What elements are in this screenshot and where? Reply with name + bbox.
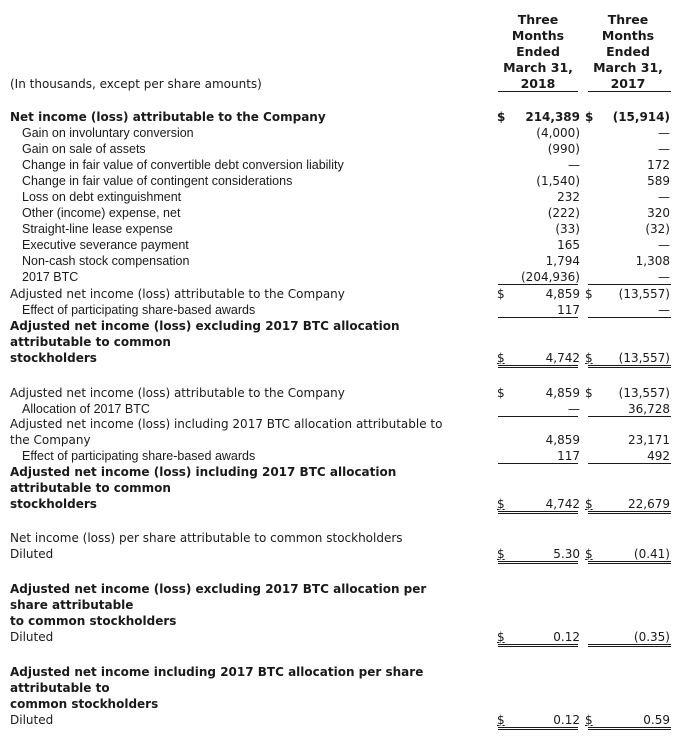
units-note: (In thousands, except per share amounts)	[10, 77, 262, 91]
adjustment-row	[0, 237, 683, 253]
total-double-line	[588, 511, 671, 514]
total-double-line	[498, 511, 578, 514]
value-2017: (32)	[645, 222, 670, 236]
value-2018: 4,742	[545, 497, 580, 511]
value-2018: 4,859	[545, 287, 580, 301]
row-label: stockholders	[10, 497, 97, 511]
currency-symbol: $	[585, 547, 593, 561]
currency-symbol: $	[497, 386, 505, 400]
excl-total-label-row	[0, 318, 683, 334]
total-double-line	[588, 365, 671, 368]
per-share-incl-label-row	[0, 664, 683, 680]
per-share-incl-label-row	[0, 680, 683, 696]
row-label: Adjusted net income (loss) attributable to the Company	[10, 287, 345, 301]
per-share-excl-diluted-row	[0, 629, 683, 645]
value-2018: 0.12	[553, 630, 580, 644]
value-2018: 117	[557, 303, 580, 317]
row-label: Adjusted net income including 2017 BTC allocation per share	[10, 665, 424, 679]
value-2017: —	[658, 238, 670, 252]
row-label: stockholders	[10, 351, 97, 365]
col-header-line: Months	[511, 28, 565, 43]
currency-symbol: $	[497, 630, 505, 644]
incl-total-label-row	[0, 480, 683, 496]
col-header-line: Months	[601, 28, 655, 43]
value-2017: (13,557)	[618, 386, 670, 400]
net-income-row	[0, 109, 683, 125]
value-2018: 4,742	[545, 351, 580, 365]
row-label: 2017 BTC	[22, 270, 79, 284]
currency-symbol: $	[585, 713, 593, 727]
excl-total-label-row	[0, 334, 683, 350]
value-2018: 214,389	[525, 110, 580, 124]
adjustment-row	[0, 253, 683, 269]
currency-symbol: $	[497, 713, 505, 727]
value-2018: 0.12	[553, 713, 580, 727]
adjustment-row	[0, 157, 683, 173]
currency-symbol: $	[497, 287, 505, 301]
per-share-net-diluted-row	[0, 546, 683, 562]
subtotal-line	[498, 284, 578, 285]
currency-symbol: $	[497, 351, 505, 365]
col-header-line: Three	[517, 12, 559, 27]
units-note-row	[0, 76, 683, 92]
adjusted-net-income-row	[0, 286, 683, 302]
row-label: share attributable	[10, 598, 134, 612]
row-label: attributable to common	[10, 481, 171, 495]
currency-symbol: $	[585, 287, 593, 301]
incl-total-row	[0, 496, 683, 512]
currency-symbol: $	[585, 497, 593, 511]
row-label: common stockholders	[10, 697, 159, 711]
subtotal-line	[588, 284, 671, 285]
per-share-excl-label-row	[0, 613, 683, 629]
row-label: Effect of participating share-based awards	[22, 449, 256, 463]
value-2018: (990)	[547, 142, 580, 156]
row-label: Executive severance payment	[22, 238, 189, 252]
row-label: Diluted	[10, 713, 54, 727]
value-2018: —	[568, 402, 580, 416]
row-label: Gain on sale of assets	[22, 142, 146, 156]
row-label: Change in fair value of contingent considerations	[22, 174, 293, 188]
row-label: to common stockholders	[10, 614, 177, 628]
excl-total-row	[0, 350, 683, 366]
row-label: Adjusted net income (loss) including 2017 BTC allocation attributable to	[10, 417, 443, 431]
row-label: Net income (loss) per share attributable to common stockholders	[10, 531, 403, 545]
row-label: Net income (loss) attributable to the Company	[10, 110, 326, 124]
value-2018: (204,936)	[521, 270, 580, 284]
adjustment-row	[0, 205, 683, 221]
value-2017: —	[658, 270, 670, 284]
value-2018: 4,859	[545, 433, 580, 447]
value-2017: —	[658, 190, 670, 204]
row-label: Gain on involuntary conversion	[22, 126, 194, 140]
value-2018: (1,540)	[536, 174, 580, 188]
adjustment-row	[0, 173, 683, 189]
value-2017: (0.41)	[633, 547, 670, 561]
row-label: attributable to common	[10, 335, 171, 349]
row-label: Loss on debt extinguishment	[22, 190, 182, 204]
row-label: Straight-line lease expense	[22, 222, 173, 236]
value-2018: —	[568, 158, 580, 172]
value-2018: (222)	[547, 206, 580, 220]
currency-symbol: $	[585, 386, 593, 400]
currency-symbol: $	[585, 351, 593, 365]
row-label: Diluted	[10, 547, 54, 561]
col-header-line: March 31,	[503, 60, 573, 75]
total-double-line	[498, 727, 578, 730]
value-2017: (0.35)	[633, 630, 670, 644]
value-2017: 172	[647, 158, 670, 172]
row-label: Adjusted net income (loss) excluding 2017 BTC allocation	[10, 319, 400, 333]
row-label: attributable to	[10, 681, 110, 695]
value-2018: 232	[557, 190, 580, 204]
value-2017: 23,171	[628, 433, 670, 447]
row-label: Adjusted net income (loss) attributable to the Company	[10, 386, 345, 400]
value-2017: —	[658, 303, 670, 317]
currency-symbol: $	[497, 497, 505, 511]
total-double-line	[498, 644, 578, 647]
row-label: Non-cash stock compensation	[22, 254, 190, 268]
total-double-line	[588, 727, 671, 730]
row-label: Adjusted net income (loss) excluding 2017 BTC allocation per	[10, 582, 427, 596]
incl-row	[0, 432, 683, 448]
total-double-line	[588, 561, 671, 564]
per-share-incl-label-row	[0, 696, 683, 712]
total-double-line	[498, 365, 578, 368]
value-2018: 5.30	[553, 547, 580, 561]
value-2017: (13,557)	[618, 351, 670, 365]
value-2017: 320	[647, 206, 670, 220]
currency-symbol: $	[585, 110, 594, 124]
row-label: the Company	[10, 433, 91, 447]
adjustment-row	[0, 189, 683, 205]
value-2018: 117	[557, 449, 580, 463]
participating-awards-row	[0, 302, 683, 318]
value-2018: 165	[557, 238, 580, 252]
value-2017: (13,557)	[618, 287, 670, 301]
col-header-line: 2018	[520, 76, 556, 91]
value-2018: (33)	[555, 222, 580, 236]
value-2017: (15,914)	[612, 110, 670, 124]
value-2017: 36,728	[628, 402, 670, 416]
value-2017: —	[658, 142, 670, 156]
col-header-line: Ended	[606, 44, 650, 59]
value-2017: 1,308	[635, 254, 670, 268]
participating-awards-row-2	[0, 448, 683, 464]
per-share-excl-label-row	[0, 581, 683, 597]
value-2018: (4,000)	[536, 126, 580, 140]
value-2017: 22,679	[628, 497, 670, 511]
adjustment-row	[0, 269, 683, 285]
total-double-line	[588, 644, 671, 647]
total-double-line	[498, 561, 578, 564]
row-label: Change in fair value of convertible debt conversion liability	[22, 158, 344, 172]
value-2018: 4,859	[545, 386, 580, 400]
value-2017: 0.59	[643, 713, 670, 727]
adjustment-row	[0, 141, 683, 157]
adjustment-row	[0, 125, 683, 141]
col-header-line: March 31,	[593, 60, 663, 75]
col-header-line: Three	[607, 12, 649, 27]
per-share-excl-label-row	[0, 597, 683, 613]
per-share-incl-diluted-row	[0, 712, 683, 728]
value-2017: 492	[647, 449, 670, 463]
col-header-line: Ended	[516, 44, 560, 59]
row-label: Effect of participating share-based awards	[22, 303, 256, 317]
value-2017: 589	[647, 174, 670, 188]
value-2018: 1,794	[545, 254, 580, 268]
adjustment-row	[0, 221, 683, 237]
row-label: Diluted	[10, 630, 54, 644]
currency-symbol: $	[497, 547, 505, 561]
col-header-line: 2017	[610, 76, 646, 91]
incl-label-row	[0, 416, 683, 432]
per-share-net-label-row	[0, 530, 683, 546]
currency-symbol: $	[497, 110, 506, 124]
row-label: Adjusted net income (loss) including 2017 BTC allocation	[10, 465, 397, 479]
adjusted-net-income-row-2	[0, 385, 683, 401]
row-label: Allocation of 2017 BTC	[22, 402, 150, 416]
incl-total-label-row	[0, 464, 683, 480]
row-label: Other (income) expense, net	[22, 206, 181, 220]
allocation-row	[0, 401, 683, 417]
value-2017: —	[658, 126, 670, 140]
